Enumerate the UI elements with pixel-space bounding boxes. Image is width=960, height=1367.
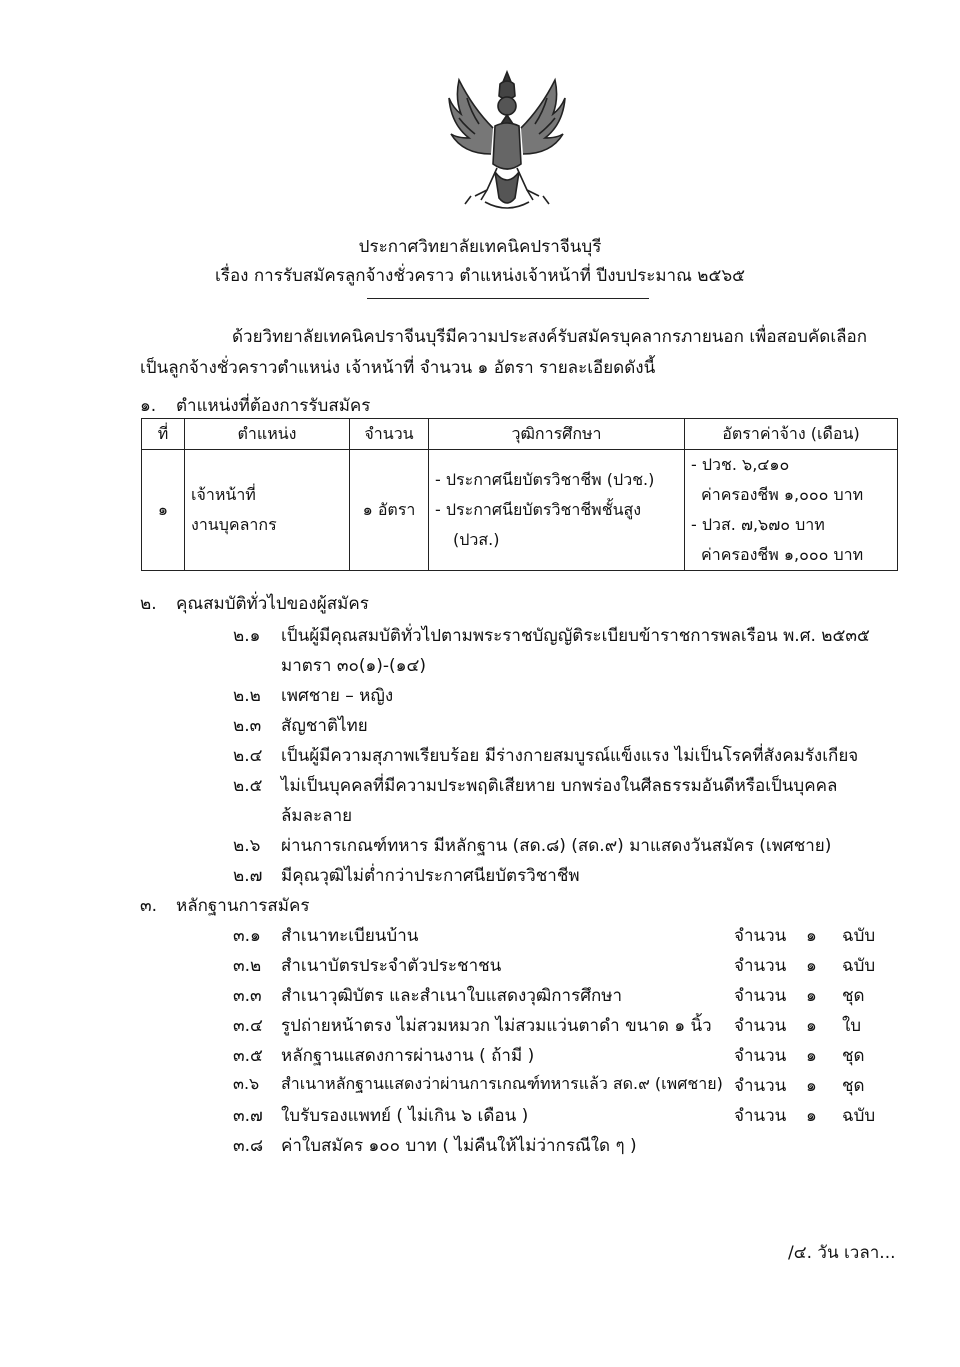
- qty-unit: ฉบับ: [842, 956, 876, 976]
- list-item: [233, 1102, 528, 1129]
- cell-no: ๑: [142, 450, 185, 571]
- announcement-subject: เรื่อง การรับสมัครลูกจ้างชั่วคราว ตำแหน่งเจ้าหน้าที่ ปีงบประมาณ ๒๕๖๕: [215, 266, 745, 286]
- item-text: เพศชาย – หญิง: [281, 686, 394, 706]
- intro-line-2: เป็นลูกจ้างชั่วคราวตำแหน่ง เจ้าหน้าที่ จำนวน ๑ อัตรา รายละเอียดดังนี้: [140, 358, 656, 378]
- item-text: มีคุณวุฒิไม่ต่ำกว่าประกาศนียบัตรวิชาชีพ: [281, 866, 580, 886]
- qty-number: ๑: [806, 956, 817, 976]
- item-text: ค่าใบสมัคร ๑๐๐ บาท ( ไม่คืนให้ไม่ว่ากรณีใด ๆ ): [281, 1136, 637, 1156]
- list-item: [233, 1072, 723, 1097]
- section-1-number: ๑.: [140, 396, 157, 416]
- list-item: [233, 982, 622, 1009]
- list-item: [233, 622, 870, 649]
- list-item: [233, 742, 858, 769]
- item-number: ๒.๕: [233, 776, 263, 796]
- item-text: สำเนาวุฒิบัตร และสำเนาใบแสดงวุฒิการศึกษา: [281, 986, 623, 1006]
- intro-line-1: ด้วยวิทยาลัยเทคนิคปราจีนบุรีมีความประสงค์รับสมัครบุคลากรภายนอก เพื่อสอบคัดเลือก: [232, 327, 868, 347]
- education-line-3: (ปวส.): [453, 530, 500, 549]
- item-number: ๓.๒: [233, 956, 262, 976]
- list-item: [233, 1012, 712, 1039]
- list-item: [233, 1132, 637, 1159]
- item-continuation: มาตรา ๓๐(๑)-(๑๔): [281, 656, 426, 676]
- qty-number: ๑: [806, 1016, 817, 1036]
- section-2-title: คุณสมบัติทั่วไปของผู้สมัคร: [176, 594, 369, 614]
- qty-label: จำนวน: [734, 986, 787, 1006]
- education-line-1: - ประกาศนียบัตรวิชาชีพ (ปวช.): [435, 470, 655, 489]
- item-text: ใบรับรองแพทย์ ( ไม่เกิน ๖ เดือน ): [281, 1106, 529, 1126]
- cell-education: [429, 450, 685, 571]
- section-1-title: ตำแหน่งที่ต้องการรับสมัคร: [176, 396, 371, 416]
- section-3-heading: [140, 892, 310, 919]
- positions-table: [141, 418, 898, 571]
- item-number: ๒.๓: [233, 716, 262, 736]
- item-number: ๓.๑: [233, 926, 261, 946]
- item-number: ๓.๓: [233, 986, 262, 1006]
- list-item: [233, 952, 501, 979]
- list-item: [233, 712, 368, 739]
- position-line-1: เจ้าหน้าที่: [191, 485, 256, 504]
- item-text: สัญชาติไทย: [281, 716, 368, 736]
- qty-label: จำนวน: [734, 1106, 787, 1126]
- item-text: สำเนาทะเบียนบ้าน: [281, 926, 419, 946]
- item-number: ๒.๑: [233, 626, 261, 646]
- item-text: เป็นผู้มีความสุภาพเรียบร้อย มีร่างกายสมบูรณ์แข็งแรง ไม่เป็นโรคที่สังคมรังเกียจ: [281, 746, 859, 766]
- position-line-2: งานบุคลากร: [191, 515, 277, 534]
- qty-number: ๑: [806, 1076, 817, 1096]
- section-1-heading: [140, 392, 370, 419]
- cell-count: ๑ อัตรา: [350, 450, 429, 571]
- item-text: หลักฐานแสดงการผ่านงาน ( ถ้ามี ): [281, 1046, 535, 1066]
- item-text: สำเนาหลักฐานแสดงว่าผ่านการเกณฑ์ทหารแล้ว สด.๙ (เพศชาย): [281, 1074, 723, 1093]
- item-number: ๓.๔: [233, 1016, 263, 1036]
- section-3-title: หลักฐานการสมัคร: [176, 896, 310, 916]
- header-position: ตำแหน่ง: [185, 419, 350, 450]
- qty-unit: ฉบับ: [842, 1106, 876, 1126]
- list-item: [233, 862, 580, 889]
- list-item: [233, 682, 393, 709]
- header-count: จำนวน: [350, 419, 429, 450]
- qty-unit: ชุด: [842, 1076, 865, 1096]
- item-number: ๒.๖: [233, 836, 261, 856]
- section-3-number: ๓.: [140, 896, 158, 916]
- announcement-title: ประกาศวิทยาลัยเทคนิคปราจีนบุรี: [358, 237, 602, 257]
- cell-position: [185, 450, 350, 571]
- item-continuation: ล้มละลาย: [281, 806, 353, 826]
- wage-line-4: ค่าครองชีพ ๑,๐๐๐ บาท: [701, 545, 864, 564]
- wage-line-1: - ปวช. ๖,๔๑๐: [691, 455, 790, 474]
- header-no: ที่: [142, 419, 185, 450]
- item-text: เป็นผู้มีคุณสมบัติทั่วไปตามพระราชบัญญัติระเบียบข้าราชการพลเรือน พ.ศ. ๒๕๓๕: [281, 626, 870, 646]
- list-item: [233, 832, 831, 859]
- title-underline: [367, 298, 649, 299]
- qty-label: จำนวน: [734, 1076, 787, 1096]
- qty-label: จำนวน: [734, 926, 787, 946]
- qty-label: จำนวน: [734, 1046, 787, 1066]
- item-number: ๒.๔: [233, 746, 263, 766]
- item-text: รูปถ่ายหน้าตรง ไม่สวมหมวก ไม่สวมแว่นตาดำ ขนาด ๑ นิ้ว: [281, 1016, 712, 1036]
- list-item: [233, 772, 837, 799]
- qty-label: จำนวน: [734, 956, 787, 976]
- garuda-emblem: [445, 68, 569, 216]
- item-number: ๓.๖: [233, 1074, 260, 1093]
- item-number: ๒.๗: [233, 866, 263, 886]
- list-item: [233, 1042, 534, 1069]
- header-education: วุฒิการศึกษา: [429, 419, 685, 450]
- table-row: [142, 450, 898, 571]
- qty-number: ๑: [806, 926, 817, 946]
- list-item: [233, 922, 418, 949]
- education-line-2: - ประกาศนียบัตรวิชาชีพชั้นสูง: [435, 500, 642, 519]
- header-wage: อัตราค่าจ้าง (เดือน): [685, 419, 898, 450]
- qty-unit: ฉบับ: [842, 926, 876, 946]
- qty-unit: ใบ: [842, 1016, 862, 1036]
- qty-label: จำนวน: [734, 1016, 787, 1036]
- item-text: ไม่เป็นบุคคลที่มีความประพฤติเสียหาย บกพร่องในศีลธรรมอันดีหรือเป็นบุคคล: [281, 776, 838, 796]
- cell-wage: [685, 450, 898, 571]
- section-2-heading: [140, 590, 369, 617]
- item-number: ๒.๒: [233, 686, 261, 706]
- item-text: ผ่านการเกณฑ์ทหาร มีหลักฐาน (สด.๘) (สด.๙) มาแสดงวันสมัคร (เพศชาย): [281, 836, 832, 856]
- qty-unit: ชุด: [842, 986, 865, 1006]
- item-text: สำเนาบัตรประจำตัวประชาชน: [281, 956, 502, 976]
- qty-number: ๑: [806, 1046, 817, 1066]
- qty-unit: ชุด: [842, 1046, 865, 1066]
- wage-line-3: - ปวส. ๗,๖๗๐ บาท: [691, 515, 825, 534]
- item-number: ๓.๗: [233, 1106, 263, 1126]
- section-2-number: ๒.: [140, 594, 157, 614]
- qty-number: ๑: [806, 986, 817, 1006]
- page-continuation: /๔. วัน เวลา...: [788, 1243, 896, 1263]
- wage-line-2: ค่าครองชีพ ๑,๐๐๐ บาท: [701, 485, 864, 504]
- item-number: ๓.๕: [233, 1046, 263, 1066]
- item-number: ๓.๘: [233, 1136, 264, 1156]
- table-header-row: [142, 419, 898, 450]
- qty-number: ๑: [806, 1106, 817, 1126]
